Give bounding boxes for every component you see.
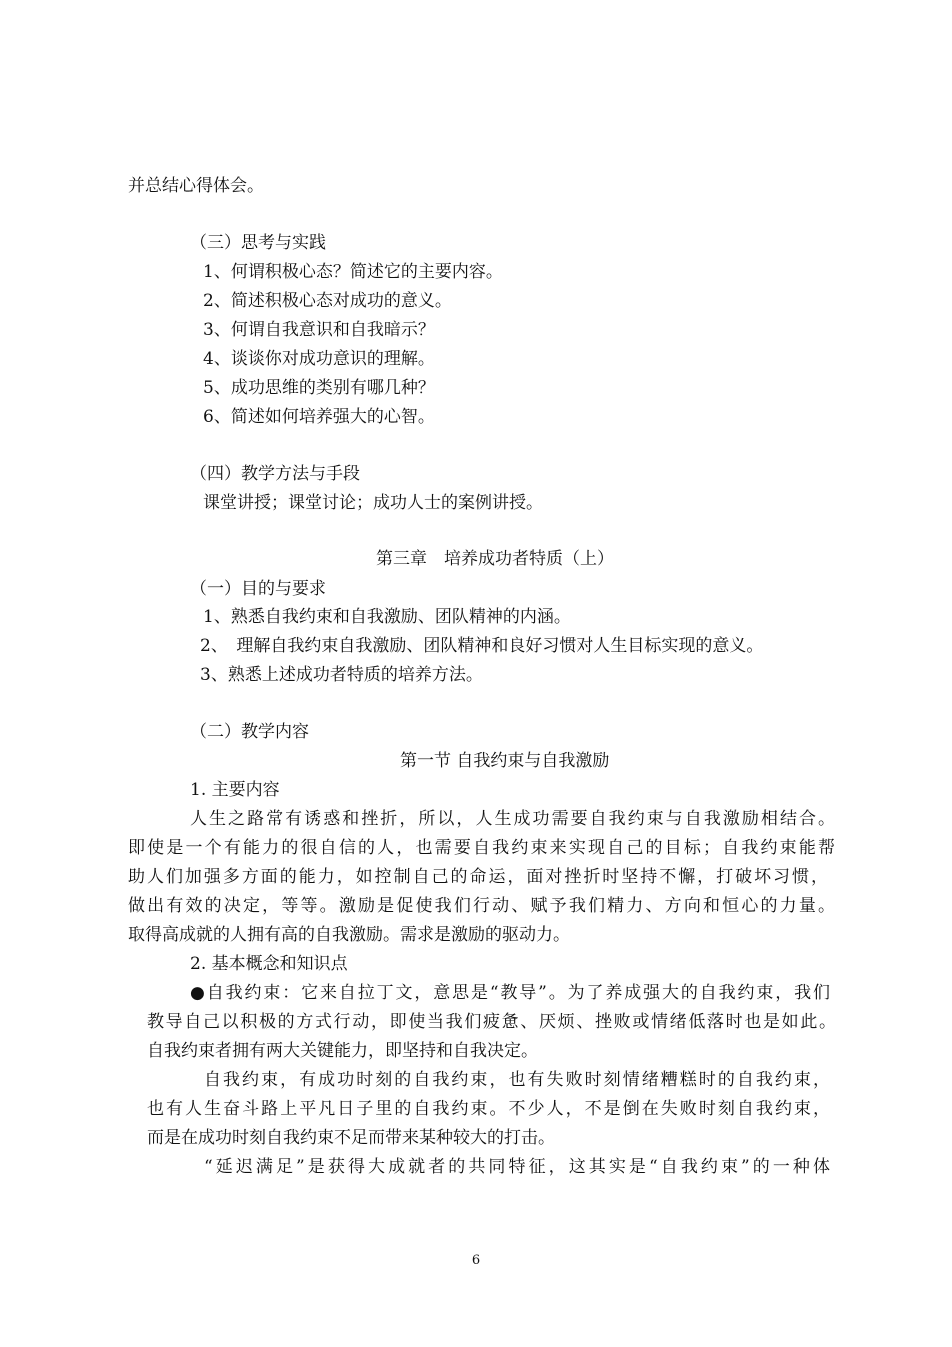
goal-item: 1、熟悉自我约束和自我激励、团队精神的内涵。 bbox=[203, 607, 571, 627]
main-paragraph-line: 即使是一个有能力的很自信的人，也需要自我约束来实现自己的目标；自我约束能帮 bbox=[128, 838, 835, 858]
intro-tail: 并总结心得体会。 bbox=[128, 176, 264, 196]
question-item: 3、何谓自我意识和自我暗示？ bbox=[203, 320, 435, 340]
concepts-label: 2. 基本概念和知识点 bbox=[190, 954, 348, 974]
section-methods-text: 课堂讲授；课堂讨论；成功人士的案例讲授。 bbox=[203, 493, 543, 513]
question-item: 4、谈谈你对成功意识的理解。 bbox=[203, 349, 435, 369]
goal-item: 2、 理解自我约束自我激励、团队精神和良好习惯对人生目标实现的意义。 bbox=[200, 636, 764, 656]
main-paragraph-line: 人生之路常有诱惑和挫折，所以，人生成功需要自我约束与自我激励相结合。 bbox=[190, 809, 835, 829]
section-thinking-heading: （三）思考与实践 bbox=[190, 233, 326, 253]
delayed-gratification-line: “延迟满足”是获得大成就者的共同特征，这其实是“自我约束”的一种体 bbox=[204, 1157, 830, 1177]
main-paragraph-line: 助人们加强多方面的能力，如控制自己的命运，面对挫折时坚持不懈，打破坏习惯， bbox=[128, 867, 828, 887]
question-item: 2、简述积极心态对成功的意义。 bbox=[203, 291, 452, 311]
goals-heading: （一）目的与要求 bbox=[190, 579, 326, 599]
self-discipline-paragraph-line: 也有人生奋斗路上平凡日子里的自我约束。不少人，不是倒在失败时刻自我约束， bbox=[147, 1099, 830, 1119]
concept-paragraph-line: ●自我约束：它来自拉丁文，意思是“教导”。为了养成强大的自我约束，我们 bbox=[190, 983, 830, 1003]
question-item: 5、成功思维的类别有哪几种？ bbox=[203, 378, 435, 398]
question-item: 6、简述如何培养强大的心智。 bbox=[203, 407, 435, 427]
main-content-label: 1. 主要内容 bbox=[190, 780, 280, 800]
main-paragraph-line: 做出有效的决定，等等。激励是促使我们行动、赋予我们精力、方向和恒心的力量。 bbox=[128, 896, 835, 916]
question-item: 1、何谓积极心态？简述它的主要内容。 bbox=[203, 262, 503, 282]
page-number: 6 bbox=[471, 1253, 481, 1268]
self-discipline-paragraph-line: 自我约束，有成功时刻的自我约束，也有失败时刻情绪糟糕时的自我约束， bbox=[204, 1070, 830, 1090]
section-title: 第一节 自我约束与自我激励 bbox=[400, 751, 610, 771]
concept-paragraph-line: 教导自己以积极的方式行动，即使当我们疲惫、厌烦、挫败或情绪低落时也是如此。 bbox=[147, 1012, 836, 1032]
section-methods-heading: （四）教学方法与手段 bbox=[190, 464, 360, 484]
chapter-title: 第三章 培养成功者特质（上） bbox=[376, 549, 614, 569]
main-paragraph-line: 取得高成就的人拥有高的自我激励。需求是激励的驱动力。 bbox=[128, 925, 570, 945]
content-heading: （二）教学内容 bbox=[190, 722, 309, 742]
goal-item: 3、熟悉上述成功者特质的培养方法。 bbox=[200, 665, 483, 685]
self-discipline-paragraph-line: 而是在成功时刻自我约束不足而带来某种较大的打击。 bbox=[147, 1128, 555, 1148]
concept-paragraph-line: 自我约束者拥有两大关键能力，即坚持和自我决定。 bbox=[147, 1041, 538, 1061]
